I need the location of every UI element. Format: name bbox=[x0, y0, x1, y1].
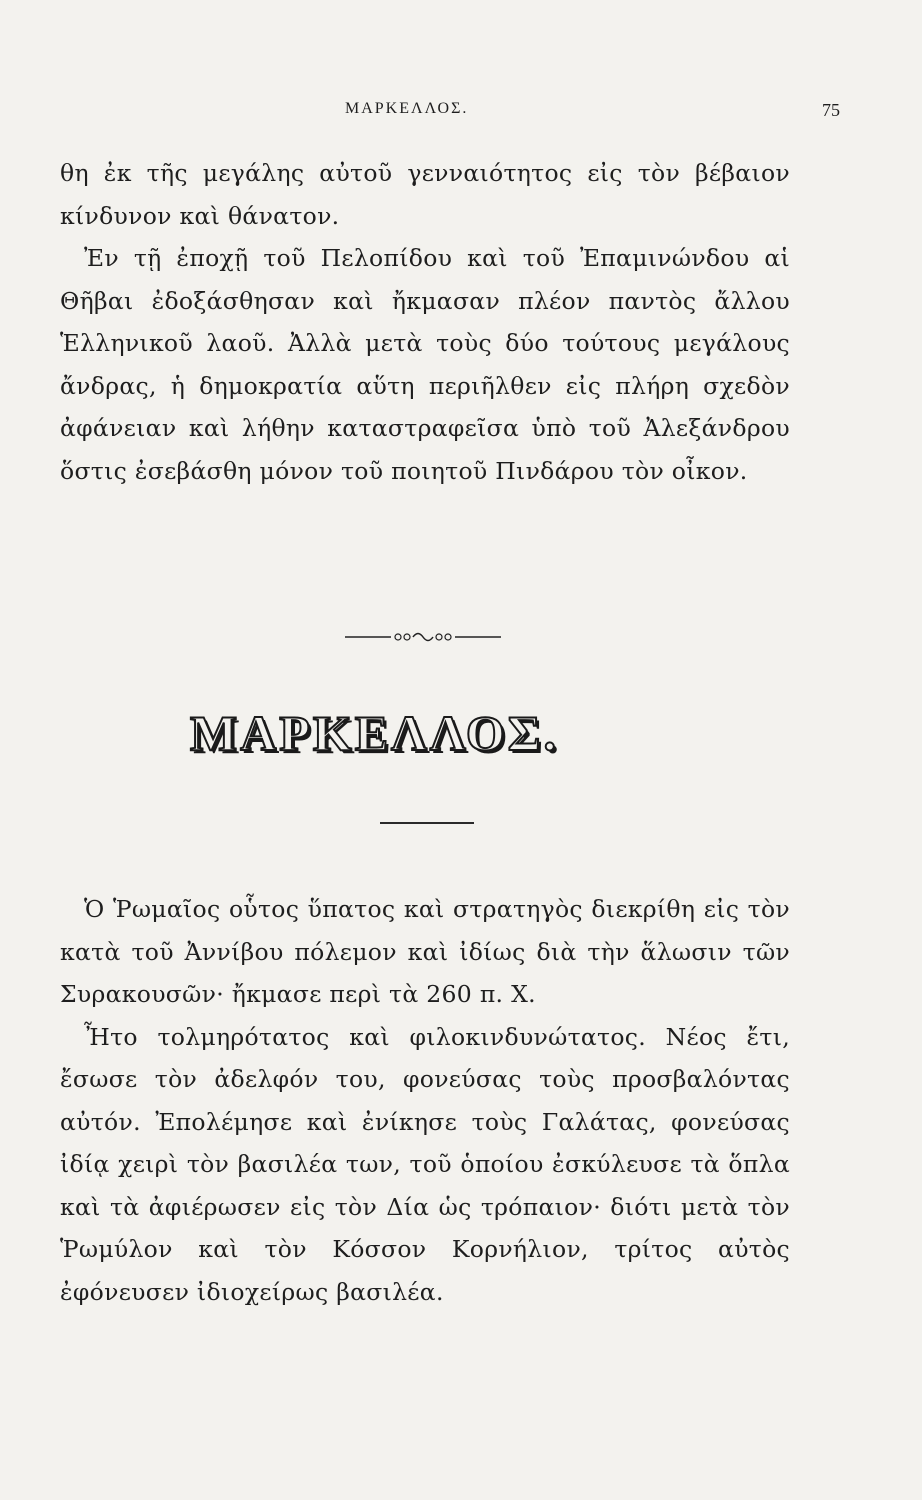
section-title: ΜΑΡΚΕΛΛΟΣ. bbox=[190, 705, 559, 761]
running-head: ΜΑΡΚΕΛΛΟΣ. bbox=[345, 100, 469, 117]
divider-rule bbox=[380, 822, 474, 824]
paragraph: Ὁ Ῥωμαῖος οὗτος ὕπατος καὶ στρατηγὸς διεκρίθη εἰς τὸν κατὰ τοῦ Ἀννίβου πόλεμον καὶ ἰδίως διὰ τὴν ἅλωσιν τῶν Συρακουσῶν· ἤκμασε περὶ τὰ 260 π. Χ. bbox=[60, 895, 790, 1008]
paragraph: Ἐν τῇ ἐποχῇ τοῦ Πελοπίδου καὶ τοῦ Ἐπαμινώνδου αἱ Θῆβαι ἐδοξάσθησαν καὶ ἤκμασαν πλέον παντὸς ἄλλου Ἑλληνικοῦ λαοῦ. Ἀλλὰ μετὰ τοὺς δύο τούτους μεγάλους ἄνδρας, ἡ δημοκρατία αὕτη περιῆλθεν εἰς πλήρη σχεδὸν ἀφάνειαν καὶ λήθην καταστραφεῖσα ὑπὸ τοῦ Ἀλεξάνδρου ὅστις ἐσεβάσθη μόνον τοῦ ποιητοῦ Πινδάρου τὸν οἶκον. bbox=[60, 244, 790, 485]
ornament-divider bbox=[343, 627, 503, 647]
page-header bbox=[60, 100, 840, 130]
page-number: 75 bbox=[822, 100, 840, 120]
section-text bbox=[60, 888, 790, 1313]
paragraph: θη ἐκ τῆς μεγάλης αὐτοῦ γενναιότητος εἰς τὸν βέβαιον κίνδυνον καὶ θάνατον. bbox=[60, 159, 790, 230]
continued-text bbox=[60, 152, 790, 492]
paragraph: Ἦτο τολμηρότατος καὶ φιλοκινδυνώτατος. Νέος ἔτι, ἔσωσε τὸν ἀδελφόν του, φονεύσας τοὺς προσβαλόντας αὐτόν. Ἐπολέμησε καὶ ἐνίκησε τοὺς Γαλάτας, φονεύσας ἰδίᾳ χειρὶ τὸν βασιλέα των, τοῦ ὁποίου ἐσκύλευσε τὰ ὅπλα καὶ τὰ ἀφιέρωσεν εἰς τὸν Δία ὡς τρόπαιον· διότι μετὰ τὸν Ῥωμύλον καὶ τὸν Κόσσον Κορνήλιον, τρίτος αὐτὸς ἐφόνευσεν ἰδιοχείρως βασιλέα. bbox=[60, 1022, 790, 1306]
